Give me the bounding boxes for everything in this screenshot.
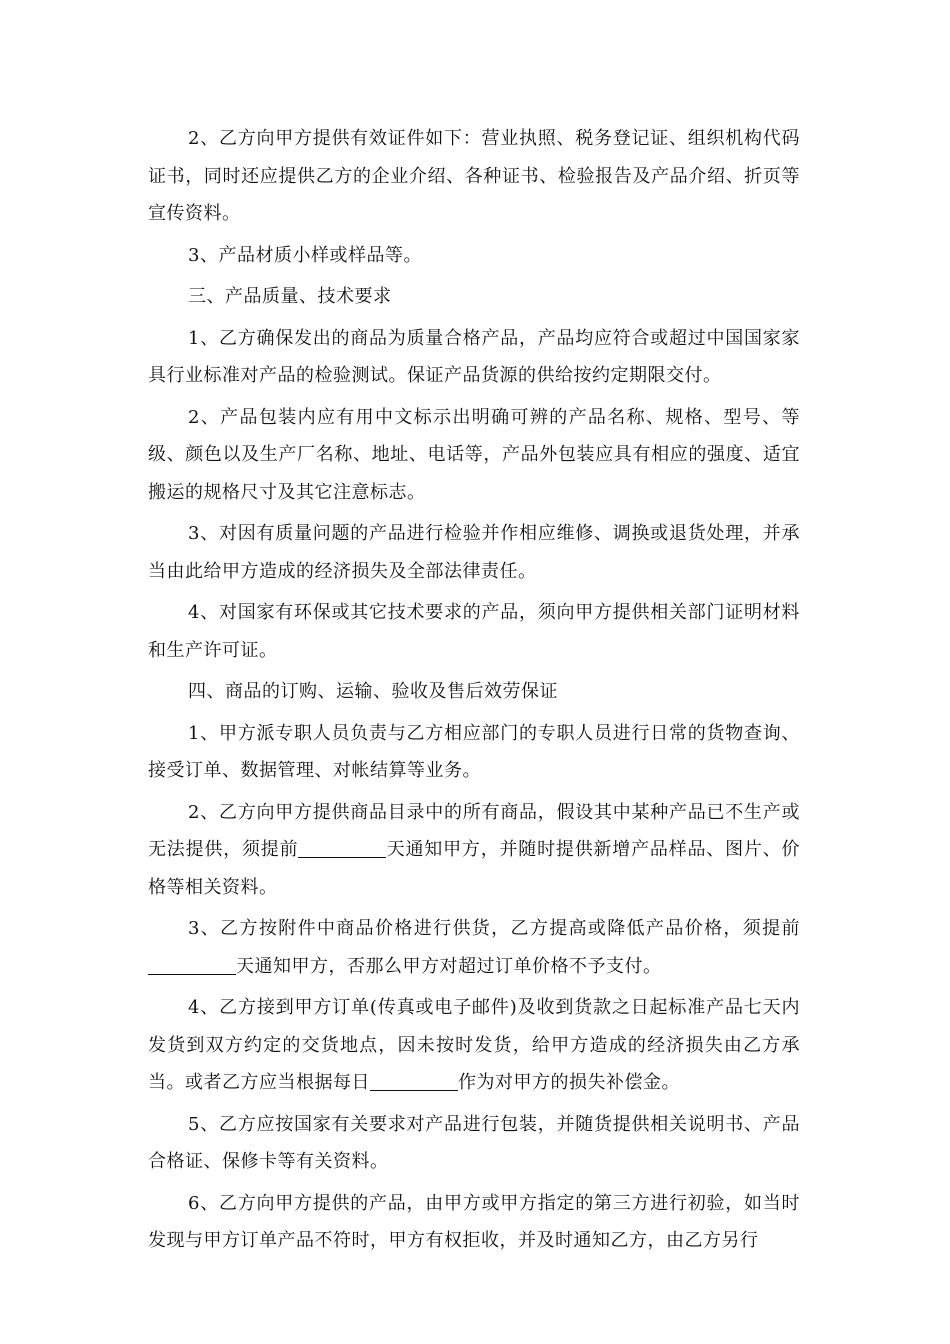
paragraph-with-blank: [148, 910, 800, 985]
paragraph-text: 3、乙方按附件中商品价格进行供货，乙方提高或降低产品价格，须提前: [188, 918, 800, 939]
paragraph: 2、乙方向甲方提供有效证件如下：营业执照、税务登记证、组织机构代码证书，同时还应提供乙方的企业介绍、各种证书、检验报告及产品介绍、折页等宣传资料。: [148, 128, 800, 224]
paragraph: 1、乙方确保发出的商品为质量合格产品，产品均应符合或超过中国国家家具行业标准对产品的检验测试。保证产品货源的供给按约定期限交付。: [148, 327, 800, 386]
section-heading: 三、产品质量、技术要求: [188, 286, 392, 307]
document-page: [148, 120, 800, 1264]
fill-in-blank: [148, 956, 236, 975]
paragraph-with-blank: [148, 989, 800, 1102]
paragraph-text: 2、乙方向甲方提供商品目录中的所有商品，假设其中某种产品已不生产或无法提供，须提前: [148, 801, 800, 860]
paragraph: 2、产品包装内应有用中文标示出明确可辨的产品名称、规格、型号、等级、颜色以及生产厂名称、地址、电话等，产品外包装应具有相应的强度、适宜搬运的规格尺寸及其它注意标志。: [148, 406, 800, 503]
fill-in-blank: [298, 839, 386, 858]
paragraph-text: 4、乙方接到甲方订单(传真或电子邮件)及收到货款之日起标准产品七天内发货到双方约定的交货地点，因未按时发货，给甲方造成的经济损失由乙方承当。或者乙方应当根据每日: [148, 997, 800, 1093]
section-heading: 四、商品的订购、运输、验收及售后效劳保证: [188, 681, 558, 702]
paragraph: 5、乙方应按国家有关要求对产品进行包装，并随货提供相关说明书、产品合格证、保修卡等有关资料。: [148, 1113, 800, 1172]
paragraph: 3、对因有质量问题的产品进行检验并作相应维修、调换或退货处理，并承当由此给甲方造成的经济损失及全部法律责任。: [148, 523, 800, 582]
fill-in-blank: [370, 1072, 458, 1091]
paragraph-text: 天通知甲方，否那么甲方对超过订单价格不予支付。: [236, 955, 662, 977]
paragraph-text: 天通知甲方，并随时提供新增产品样品、图片、价格等相关资料。: [148, 839, 801, 898]
paragraph-with-blank: [148, 794, 800, 907]
paragraph: 1、甲方派专职人员负责与乙方相应部门的专职人员进行日常的货物查询、接受订单、数据管理、对帐结算等业务。: [148, 722, 800, 781]
paragraph: 6、乙方向甲方提供的产品，由甲方或甲方指定的第三方进行初验，如当时发现与甲方订单产品不符时，甲方有权拒收，并及时通知乙方，由乙方另行: [148, 1192, 800, 1251]
paragraph-text: 作为对甲方的损失补偿金。: [458, 1072, 680, 1093]
paragraph: 4、对国家有环保或其它技术要求的产品，须向甲方提供相关部门证明材料和生产许可证。: [148, 602, 800, 661]
paragraph: 3、产品材质小样或样品等。: [188, 244, 422, 266]
